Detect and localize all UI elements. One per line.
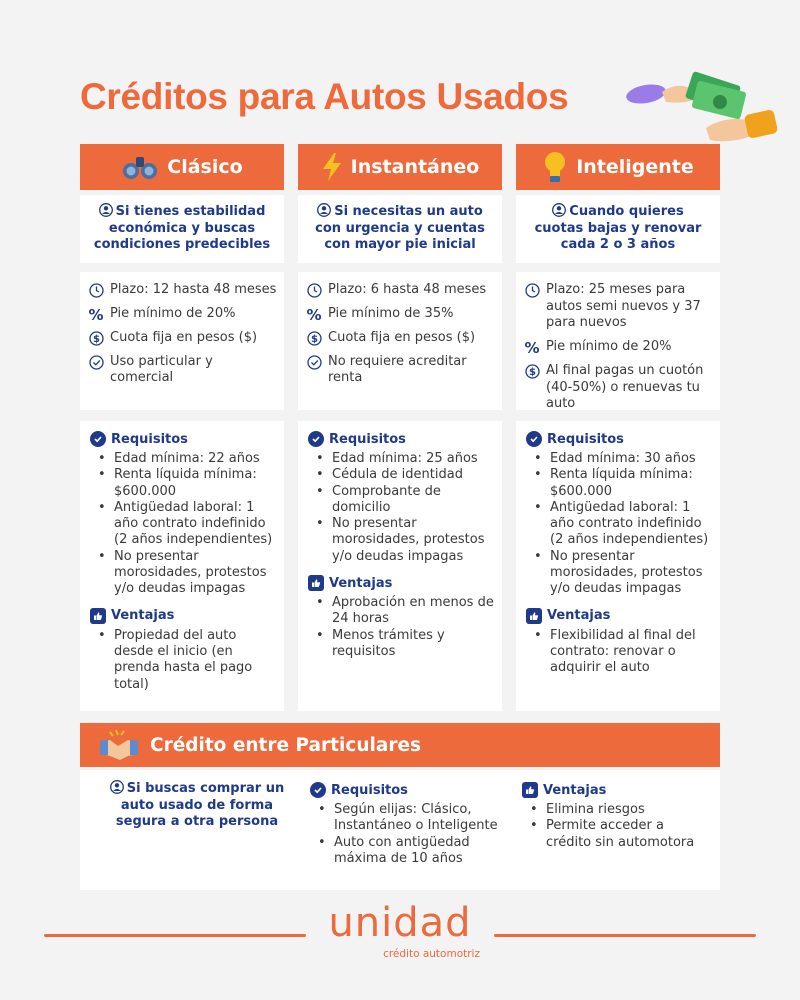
dollar-icon (524, 363, 540, 413)
list-item: • Comprobante de domicilio (308, 484, 494, 517)
ventajas-label: Ventajas (543, 782, 607, 798)
list-item: • Edad mínima: 22 años (90, 451, 276, 467)
requisitos-heading (90, 431, 276, 447)
check-circle-icon (88, 354, 104, 387)
particulares-ventajas (522, 782, 712, 851)
feature-text: Pie mínimo de 20% (110, 305, 236, 321)
feature-text: Plazo: 12 hasta 48 meses (110, 282, 277, 297)
list-item: • Propiedad del auto desde el inicio (en prenda hasta el pago total) (90, 628, 276, 693)
svg-text:$: $ (92, 334, 100, 345)
ventajas-list (90, 628, 276, 693)
list-item: • Edad mínima: 25 años (308, 451, 494, 467)
list-item: • Auto con antigüedad máxima de 10 años (310, 835, 510, 868)
list-item: • Menos trámites y requisitos (308, 628, 494, 661)
check-circle-icon (306, 354, 322, 387)
column-header-instantaneo (298, 144, 502, 190)
requisitos-label: Requisitos (331, 782, 408, 798)
feature-text: Cuota fija en pesos ($) (110, 330, 258, 345)
percent-icon: % (88, 305, 104, 324)
list-item: • Flexibilidad al final del contrato: renovar o adquirir el auto (526, 628, 712, 677)
feature-row (306, 282, 496, 299)
particulares-requisitos (310, 782, 510, 867)
binoculars-icon (121, 153, 159, 181)
intro-card (298, 195, 502, 263)
ventajas-label: Ventajas (329, 575, 393, 591)
percent-icon: % (306, 305, 322, 324)
list-item: • Renta líquida mínima: $600.000 (90, 467, 276, 500)
list-item: • No presentar morosidades, protestos y/o deudas impagas (308, 516, 494, 565)
list-item: • No presentar morosidades, protestos y/o deudas impagas (90, 549, 276, 598)
thumbs-up-icon (526, 608, 542, 624)
ventajas-heading (90, 608, 276, 624)
handshake-icon (98, 728, 140, 762)
requisitos-list (308, 451, 494, 565)
clock-icon (88, 282, 104, 299)
dollar-icon (88, 330, 104, 347)
feature-text: Plazo: 6 hasta 48 meses (328, 282, 487, 297)
feature-row (88, 306, 278, 324)
list-item: • Cédula de identidad (308, 467, 494, 483)
requisitos-list (90, 451, 276, 598)
feature-row (524, 282, 714, 332)
particulares-header (80, 723, 720, 767)
feature-text: Al final pagas un cuotón (40-50%) o renuevas tu auto (546, 363, 704, 411)
list-item: • Antigüedad laboral: 1 año contrato indefinido (2 años independientes) (90, 500, 276, 549)
requisitos-list (526, 451, 712, 598)
feature-row (306, 306, 496, 324)
feature-row (88, 282, 278, 299)
column-title: Inteligente (576, 156, 694, 178)
feature-row (88, 330, 278, 347)
svg-text:$: $ (310, 334, 318, 345)
lightbulb-icon (542, 150, 568, 184)
requisitos-heading (310, 782, 510, 798)
requisitos-label: Requisitos (111, 431, 188, 447)
list-item: • No presentar morosidades, protestos y/o deudas impagas (526, 549, 712, 598)
user-icon (99, 203, 113, 217)
lightning-icon (321, 152, 343, 182)
list-item: • Elimina riesgos (522, 802, 712, 818)
feature-row (306, 354, 496, 387)
ventajas-heading (308, 575, 494, 591)
features-card (298, 272, 502, 410)
user-icon (110, 780, 124, 794)
requisitos-label: Requisitos (329, 431, 406, 447)
list-item: • Edad mínima: 30 años (526, 451, 712, 467)
feature-row (306, 330, 496, 347)
list-item: • Antigüedad laboral: 1 año contrato indefinido (2 años independientes) (526, 500, 712, 549)
percent-icon: % (524, 338, 540, 357)
user-icon (552, 203, 566, 217)
particulares-card (80, 770, 720, 890)
feature-row (524, 363, 714, 413)
check-badge-icon (310, 782, 326, 798)
details-card (80, 421, 284, 711)
particulares-title: Crédito entre Particulares (150, 734, 421, 756)
feature-text: Uso particular y comercial (110, 353, 213, 385)
list-item: • Renta líquida mínima: $600.000 (526, 467, 712, 500)
details-card (516, 421, 720, 711)
particulares-intro (102, 774, 292, 831)
requisitos-label: Requisitos (547, 431, 624, 447)
column-title: Clásico (167, 156, 243, 178)
check-badge-icon (90, 431, 106, 447)
list-item: • Aprobación en menos de 24 horas (308, 595, 494, 628)
thumbs-up-icon (308, 575, 324, 591)
check-badge-icon (526, 431, 542, 447)
dollar-icon (306, 330, 322, 347)
intro-text: Si necesitas un auto con urgencia y cuentas con mayor pie inicial (315, 204, 485, 252)
details-card (298, 421, 502, 711)
features-card (516, 272, 720, 410)
clock-icon (524, 282, 540, 332)
intro-text: Cuando quieres cuotas bajas y renovar cada 2 o 3 años (534, 204, 702, 252)
intro-text: Si buscas comprar un auto usado de forma segura a otra persona (115, 781, 285, 829)
feature-text: Pie mínimo de 20% (546, 338, 672, 354)
feature-text: Pie mínimo de 35% (328, 305, 454, 321)
column-title: Instantáneo (350, 156, 480, 178)
feature-row (88, 354, 278, 387)
ventajas-list (308, 595, 494, 660)
feature-text: Plazo: 25 meses para autos semi nuevos y 37 para nuevos (546, 282, 701, 330)
ventajas-label: Ventajas (111, 608, 175, 624)
requisitos-list (310, 802, 510, 867)
requisitos-heading (308, 431, 494, 447)
page-title: Créditos para Autos Usados (80, 76, 569, 117)
thumbs-up-icon (90, 608, 106, 624)
brand-tagline: crédito automotriz (383, 948, 480, 960)
ventajas-list (526, 628, 712, 677)
list-item: • Según elijas: Clásico, Instantáneo o Inteligente (310, 802, 510, 835)
brand-logo: unidad (328, 900, 472, 946)
column-header-inteligente (516, 144, 720, 190)
feature-text: No requiere acreditar renta (328, 353, 467, 385)
feature-text: Cuota fija en pesos ($) (328, 330, 476, 345)
intro-text: Si tienes estabilidad económica y buscas condiciones predecibles (93, 204, 271, 252)
list-item: • Permite acceder a crédito sin automotora (522, 818, 712, 851)
features-card (80, 272, 284, 410)
ventajas-heading (526, 608, 712, 624)
requisitos-heading (526, 431, 712, 447)
ventajas-heading (522, 782, 712, 798)
intro-card (516, 195, 720, 263)
svg-text:$: $ (528, 367, 536, 378)
intro-card (80, 195, 284, 263)
feature-row (524, 339, 714, 357)
clock-icon (306, 282, 322, 299)
check-badge-icon (308, 431, 324, 447)
column-header-clasico (80, 144, 284, 190)
user-icon (317, 203, 331, 217)
ventajas-list (522, 802, 712, 851)
ventajas-label: Ventajas (547, 608, 611, 624)
thumbs-up-icon (522, 782, 538, 798)
